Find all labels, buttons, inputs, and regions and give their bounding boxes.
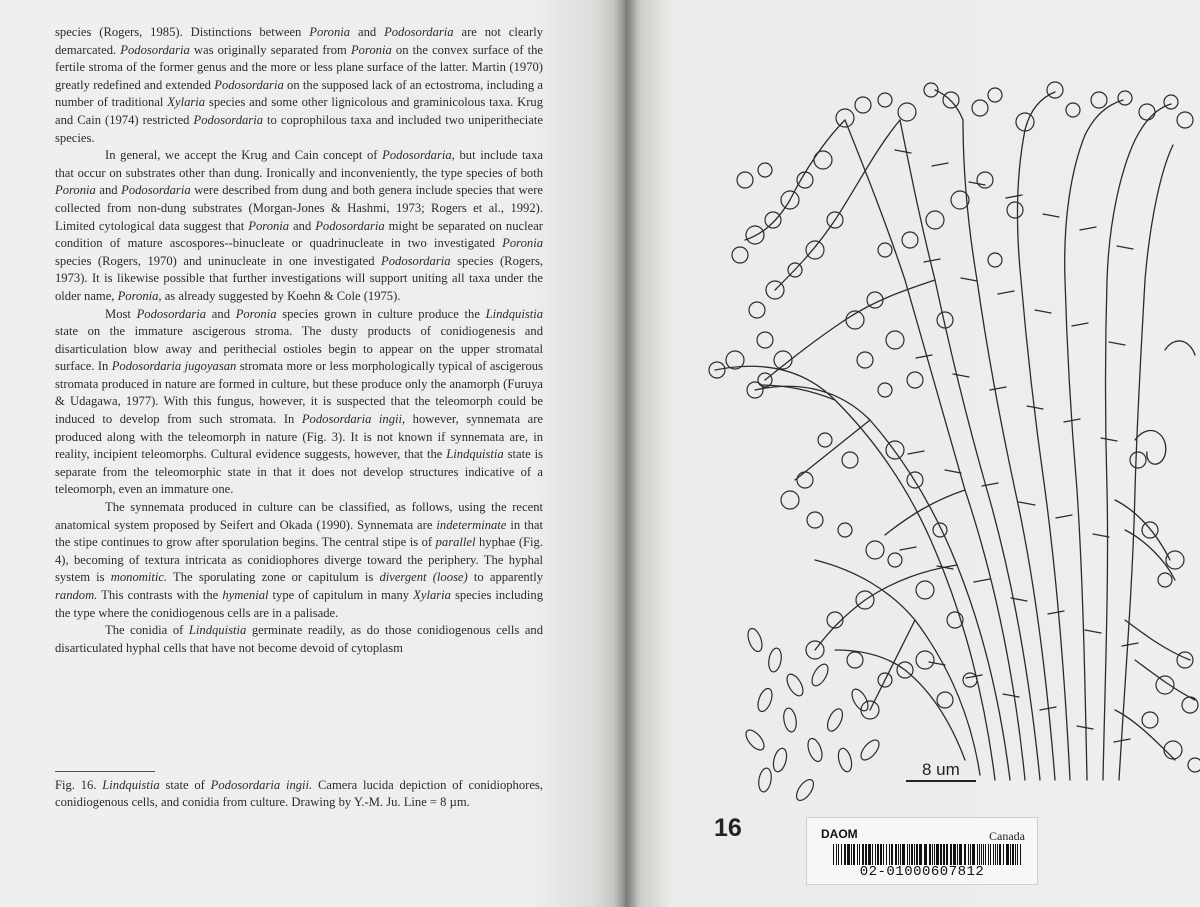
barcode-bar: [859, 844, 860, 865]
barcode-bar: [924, 844, 927, 865]
barcode-number: 02-01000607812: [859, 864, 985, 880]
italic-term: Podosordaria: [315, 218, 385, 233]
conidium: [755, 687, 774, 714]
barcode-bar: [943, 844, 945, 865]
label-organization: DAOM: [821, 827, 858, 841]
italic-term: Lindquistia: [188, 623, 247, 638]
hypha: [835, 650, 965, 760]
italic-term: Podosordaria: [121, 183, 191, 198]
italic-term: Podosordaria,: [382, 148, 455, 163]
branch-hypha: [1025, 92, 1055, 130]
branch-hypha: [745, 120, 845, 240]
barcode-bar: [981, 844, 982, 865]
barcode-bar: [1012, 844, 1014, 865]
text-run: In general, we accept the Krug and Cain concept of: [105, 148, 383, 163]
text-run: species grown in culture produce the: [276, 306, 486, 321]
septum: [953, 374, 969, 377]
barcode-bar: [853, 844, 855, 865]
text-run: The sporulating zone or capitulum is: [167, 570, 380, 585]
conidium: [849, 687, 871, 714]
italic-term: Podosordaria: [384, 25, 454, 39]
conidiogenous-cell: [1158, 573, 1172, 587]
conidiogenous-cell: [937, 692, 953, 708]
label-country: Canada: [989, 829, 1025, 843]
septum: [1101, 438, 1117, 441]
septum: [1077, 726, 1093, 729]
conidiogenous-cell: [806, 241, 824, 259]
text-run: species and some other lignicolous and graminicolous taxa. Krug and Cain (1974) restricted: [55, 95, 543, 127]
text-run: but include taxa that occur on substrates other than dung. Ironically and inconveniently, the type species of both: [55, 148, 543, 180]
conidium: [757, 767, 773, 793]
text-run: species (Rogers, 1973). It is likewise possible that further investigations will support uniting all taxa under the older name,: [55, 253, 544, 303]
barcode-bar: [985, 844, 986, 865]
text-run: hyphae (Fig. 4), becoming of textura intricata as conidiophores diverge toward the periphery. The hyphal system is: [55, 535, 543, 585]
conidiogenous-cell: [898, 103, 916, 121]
italic-term: Poronia: [350, 42, 392, 57]
italic-term: Poronia: [309, 25, 351, 39]
italic-term: Podosordaria: [193, 112, 264, 127]
conidiogenous-cell: [855, 97, 871, 113]
barcode-bar: [865, 844, 867, 865]
barcode-bar: [898, 844, 899, 865]
barcode-bar: [907, 844, 908, 865]
septum: [916, 355, 932, 358]
text-run: and: [289, 218, 316, 233]
conidiogenous-cell: [757, 332, 773, 348]
barcode-bar: [934, 844, 935, 865]
barcode-bar: [993, 844, 994, 865]
septum: [1080, 227, 1096, 230]
septum: [974, 579, 990, 582]
branch-hypha: [1115, 500, 1175, 580]
barcode-bar: [911, 844, 913, 865]
barcode-bar: [997, 844, 998, 865]
conidiogenous-cell: [878, 243, 892, 257]
barcode-bar: [919, 844, 922, 865]
italic-term: Podosordaria: [120, 42, 190, 57]
italic-term: Lindquistia: [446, 447, 504, 462]
italic-term: Lindquistia: [485, 306, 544, 321]
specimen-label: [806, 817, 1038, 885]
barcode-bar: [957, 844, 958, 865]
text-run: species (Rogers, 1985). Distinctions between: [55, 25, 310, 39]
body-text: [55, 24, 543, 657]
barcode-bar: [990, 844, 991, 865]
barcode-bar: [959, 844, 962, 865]
conidiogenous-cell: [1166, 551, 1184, 569]
italic-term: parallel: [435, 535, 476, 550]
conidiogenous-cell: [878, 383, 892, 397]
text-run: and: [350, 25, 385, 39]
text-run: Most: [105, 306, 137, 321]
septum: [1003, 694, 1019, 697]
conidiogenous-cell: [842, 452, 858, 468]
barcode-bar: [916, 844, 918, 865]
conidiogenous-cell: [758, 163, 772, 177]
conidium: [805, 737, 824, 764]
italic-term: hymenial: [222, 588, 269, 602]
conidiogenous-cell: [807, 512, 823, 528]
conidium: [743, 727, 768, 753]
barcode-bar: [977, 844, 978, 865]
hypha: [1065, 135, 1087, 780]
hypha: [900, 120, 1040, 780]
conidiogenous-cell: [1188, 758, 1200, 772]
italic-term: Poronia: [55, 183, 96, 198]
conidiogenous-cell: [888, 553, 902, 567]
barcode-bar: [877, 844, 879, 865]
septum: [1072, 323, 1088, 326]
figure-caption: [55, 777, 543, 811]
barcode-bar: [847, 844, 850, 865]
italic-term: Xylaria: [167, 95, 206, 110]
figure-number: 16: [714, 814, 742, 842]
italic-term: Lindquistia: [102, 778, 160, 792]
conidiogenous-cell: [1182, 697, 1198, 713]
text-run: The conidia of: [105, 623, 189, 638]
barcode-bar: [995, 844, 996, 865]
barcode-bar: [1015, 844, 1016, 865]
barcode-bar: [857, 844, 858, 865]
conidiogenous-cell: [988, 88, 1002, 102]
barcode-bar: [1010, 844, 1011, 865]
septum: [1056, 515, 1072, 518]
conidiogenous-cell: [749, 302, 765, 318]
conidium: [767, 647, 783, 673]
conidiogenous-cell: [886, 441, 904, 459]
text-run: on the supposed lack of an ectostroma, including a number of traditional: [55, 77, 543, 110]
septum: [1085, 630, 1101, 633]
conidium: [771, 747, 789, 773]
text-run: state is separate from the teleomorphic state in that it does not develop structures indicative of a teleomorph, even an immature one.: [55, 447, 543, 497]
text-run: germinate readily, as do those conidiogenous cells and disarticulated hyphal cells that have not become devoid of cytoplasm: [55, 623, 544, 655]
barcode-bar: [909, 844, 910, 865]
conidiogenous-cell: [1066, 103, 1080, 117]
conidiogenous-cell: [797, 472, 813, 488]
conidiogenous-cell: [836, 109, 854, 127]
conidium: [793, 777, 817, 804]
hypha-tip: [1165, 341, 1195, 355]
conidium: [745, 627, 764, 654]
septum: [945, 470, 961, 473]
italic-term: divergent (loose): [379, 570, 468, 585]
conidiogenous-cell: [1047, 82, 1063, 98]
italic-term: Podosordaria: [136, 306, 207, 321]
conidiogenous-cell: [902, 232, 918, 248]
barcode-bar: [868, 844, 871, 865]
barcode: [833, 844, 1023, 865]
text-run: stromata more or less morphologically typical of ascigerous stromata produced in nature are formed in culture, but these produce only the anamorph (Furuya & Udagawa, 1977). With this fungus, however, it is suspected that the teleomorph could be induced to develop from such stromata. In: [55, 359, 543, 427]
barcode-bar: [891, 844, 893, 865]
paragraph: [55, 24, 543, 147]
septum: [1019, 502, 1035, 505]
barcode-bar: [936, 844, 939, 865]
barcode-bar: [940, 844, 942, 865]
barcode-bar: [886, 844, 887, 865]
septum: [1006, 195, 1022, 198]
conidiogenous-cell: [1091, 92, 1107, 108]
conidiogenous-cell: [737, 172, 753, 188]
conidium: [782, 707, 798, 733]
barcode-bar: [875, 844, 876, 865]
barcode-bar: [889, 844, 890, 865]
italic-term: monomitic.: [110, 570, 168, 585]
conidiogenous-cell: [866, 541, 884, 559]
conidiogenous-cell: [878, 93, 892, 107]
text-run: species (Rogers, 1970) and uninucleate in one investigated: [55, 253, 382, 268]
conidiogenous-cell: [797, 172, 813, 188]
conidiogenous-cell: [1139, 104, 1155, 120]
barcode-bar: [932, 844, 933, 865]
conidium: [836, 747, 854, 773]
barcode-bar: [1006, 844, 1009, 865]
paragraph: [55, 622, 543, 657]
hyphae-drawing: [695, 60, 1200, 810]
septum: [961, 278, 977, 281]
conidiogenous-cell: [916, 651, 934, 669]
italic-term: Podosordaria ingii.: [210, 778, 313, 792]
conidium: [809, 662, 831, 689]
conidiogenous-cell: [1142, 522, 1158, 538]
paragraph: [55, 147, 543, 305]
conidiogenous-cell: [1164, 741, 1182, 759]
hypha: [755, 386, 1010, 780]
text-run: are not clearly demarcated.: [55, 25, 543, 57]
barcode-bar: [862, 844, 864, 865]
text-run: and: [206, 306, 236, 321]
barcode-bar: [1003, 844, 1004, 865]
barcode-bar: [900, 844, 901, 865]
scale-bar-label: 8 um: [922, 760, 960, 779]
barcode-bar: [841, 844, 842, 865]
italic-term: Poronia: [502, 236, 543, 251]
barcode-bar: [880, 844, 882, 865]
conidiogenous-cell: [765, 212, 781, 228]
hypha-tip: [1135, 431, 1166, 465]
branch-hypha: [1125, 620, 1195, 700]
italic-term: Poronia: [248, 218, 290, 233]
text-run: as already suggested by Koehn & Cole (1975).: [161, 288, 401, 303]
septum: [1117, 246, 1133, 249]
barcode-bar: [950, 844, 952, 865]
septum: [895, 150, 911, 153]
conidiogenous-cell: [926, 211, 944, 229]
text-run: were described from dung and both genera include species that were collected from non-dung substrates (Morgan-Jones & Hashmi, 1973; Rogers et al., 1992). Limited cytological data suggest that: [55, 183, 543, 233]
branch-hypha: [1115, 710, 1175, 760]
barcode-bar: [833, 844, 834, 865]
text-run: was originally separated from: [189, 42, 351, 57]
italic-term: Poronia: [235, 306, 277, 321]
conidiogenous-cell: [1164, 95, 1178, 109]
text-run: and: [95, 183, 122, 198]
septum: [982, 483, 998, 486]
barcode-bar: [838, 844, 839, 865]
conidiogenous-cell: [814, 151, 832, 169]
barcode-bar: [902, 844, 905, 865]
hypha: [845, 120, 1025, 780]
conidium: [858, 737, 883, 763]
text-run: This contrasts with the: [97, 588, 223, 602]
septum: [1122, 643, 1138, 646]
italic-term: random.: [55, 588, 98, 602]
septum: [900, 547, 916, 550]
conidiogenous-cell: [1142, 712, 1158, 728]
conidiogenous-cell: [972, 100, 988, 116]
barcode-bar: [1017, 844, 1018, 865]
barcode-bar: [953, 844, 956, 865]
text-run: to apparently: [467, 570, 543, 585]
paragraph: [55, 306, 543, 500]
text-run: Fig. 16.: [55, 778, 103, 792]
barcode-bar: [946, 844, 948, 865]
branch-hypha: [775, 120, 900, 290]
branch-hypha: [1085, 100, 1123, 135]
text-run: Camera lucida depiction of conidiophores, conidiogenous cells, and conidia from culture. Drawing by Y.-M. Ju. Line = 8 µm.: [55, 778, 543, 809]
barcode-bar: [1020, 844, 1021, 865]
conidiogenous-cell: [1130, 452, 1146, 468]
barcode-bar: [914, 844, 915, 865]
text-run: The synnemata produced in culture can be classified, as follows, using the recent anatomical system proposed by Seifert and Okada (1990). Synnemata are: [55, 500, 543, 532]
italic-term: Xylaria: [413, 588, 451, 602]
italic-term: Podosordaria: [214, 77, 284, 92]
text-run: state of: [159, 778, 211, 792]
septum: [908, 451, 924, 454]
septum: [966, 675, 982, 678]
conidiogenous-cell: [781, 491, 799, 509]
text-run: type of capitulum in many: [268, 588, 414, 602]
septum: [990, 387, 1006, 390]
branch-hypha: [795, 420, 870, 480]
conidiogenous-cell: [847, 652, 863, 668]
text-run: species including the type where the conidiogenous cells are in a palisade.: [55, 588, 543, 620]
text-run: in that the stipe continues to grow after sporulation begins. The central stipe is of: [55, 517, 544, 550]
barcode-bar: [983, 844, 984, 865]
italic-term: Podosordaria: [381, 253, 451, 268]
italic-term: Podosordaria ingii,: [301, 412, 406, 427]
septum: [1048, 611, 1064, 614]
barcode-bar: [968, 844, 969, 865]
branch-hypha: [1135, 104, 1171, 140]
barcode-bar: [979, 844, 980, 865]
conidiogenous-cell: [857, 352, 873, 368]
conidium: [784, 672, 806, 699]
barcode-bar: [883, 844, 884, 865]
septum: [924, 259, 940, 262]
footnote-rule: [55, 771, 155, 772]
book-gutter: [614, 0, 638, 907]
italic-term: indeterminate: [436, 517, 507, 532]
barcode-bar: [844, 844, 846, 865]
scale-bar: [906, 780, 976, 782]
text-run: to coprophilous taxa and included two uniperitheciate species.: [55, 112, 543, 145]
barcode-bar: [970, 844, 971, 865]
conidiogenous-cell: [886, 331, 904, 349]
conidiogenous-cell: [838, 523, 852, 537]
barcode-bar: [895, 844, 897, 865]
barcode-bar: [999, 844, 1001, 865]
septum: [1043, 214, 1059, 217]
septum: [1027, 406, 1043, 409]
conidiogenous-cell: [907, 372, 923, 388]
conidiogenous-cell: [963, 673, 977, 687]
septum: [1109, 342, 1125, 345]
branch-hypha: [935, 90, 963, 120]
italic-term: Poronia,: [117, 288, 162, 303]
conidium: [824, 707, 845, 734]
conidiogenous-cell: [1007, 202, 1023, 218]
barcode-bar: [972, 844, 975, 865]
conidiogenous-cell: [988, 253, 1002, 267]
barcode-bar: [929, 844, 931, 865]
conidiogenous-cell: [1177, 112, 1193, 128]
text-run: however, synnemata are produced along with the teleomorph in nature (Fig. 3). It is not known if synnemata are, in reality, incipient teleomorphs. Cultural evidence suggests, however, that the: [55, 412, 543, 462]
septum: [1035, 310, 1051, 313]
septum: [1093, 534, 1109, 537]
conidiogenous-cell: [818, 433, 832, 447]
conidiogenous-cell: [916, 581, 934, 599]
branch-hypha: [870, 620, 915, 710]
hypha: [1018, 130, 1070, 780]
paragraph: [55, 499, 543, 622]
barcode-bar: [872, 844, 873, 865]
barcode-bar: [836, 844, 837, 865]
hypha: [715, 366, 995, 780]
italic-term: Podosordaria jugoyasan: [111, 359, 237, 374]
text-run: might be separated on nuclear condition of mature ascospores--binucleate or quadrinucleate in two investigated: [55, 218, 543, 251]
barcode-bar: [851, 844, 852, 865]
septum: [998, 291, 1014, 294]
conidiogenous-cell: [726, 351, 744, 369]
conidiogenous-cell: [1118, 91, 1132, 105]
barcode-bar: [964, 844, 966, 865]
barcode-bar: [988, 844, 989, 865]
text-run: state on the immature ascigerous stroma. The dusty products of conidiogenesis and disarticulation blow away and perithecial ostioles begin to appear on the upper stromatal surface. In: [55, 324, 543, 374]
septum: [932, 163, 948, 166]
conidiogenous-cell: [732, 247, 748, 263]
conidiogenous-cell: [1156, 676, 1174, 694]
text-run: on the convex surface of the fertile stroma of the former genus and the more or less plane surface of the latter. Martin (1970) greatly redefined and extended: [55, 42, 544, 92]
branch-hypha: [815, 565, 957, 650]
